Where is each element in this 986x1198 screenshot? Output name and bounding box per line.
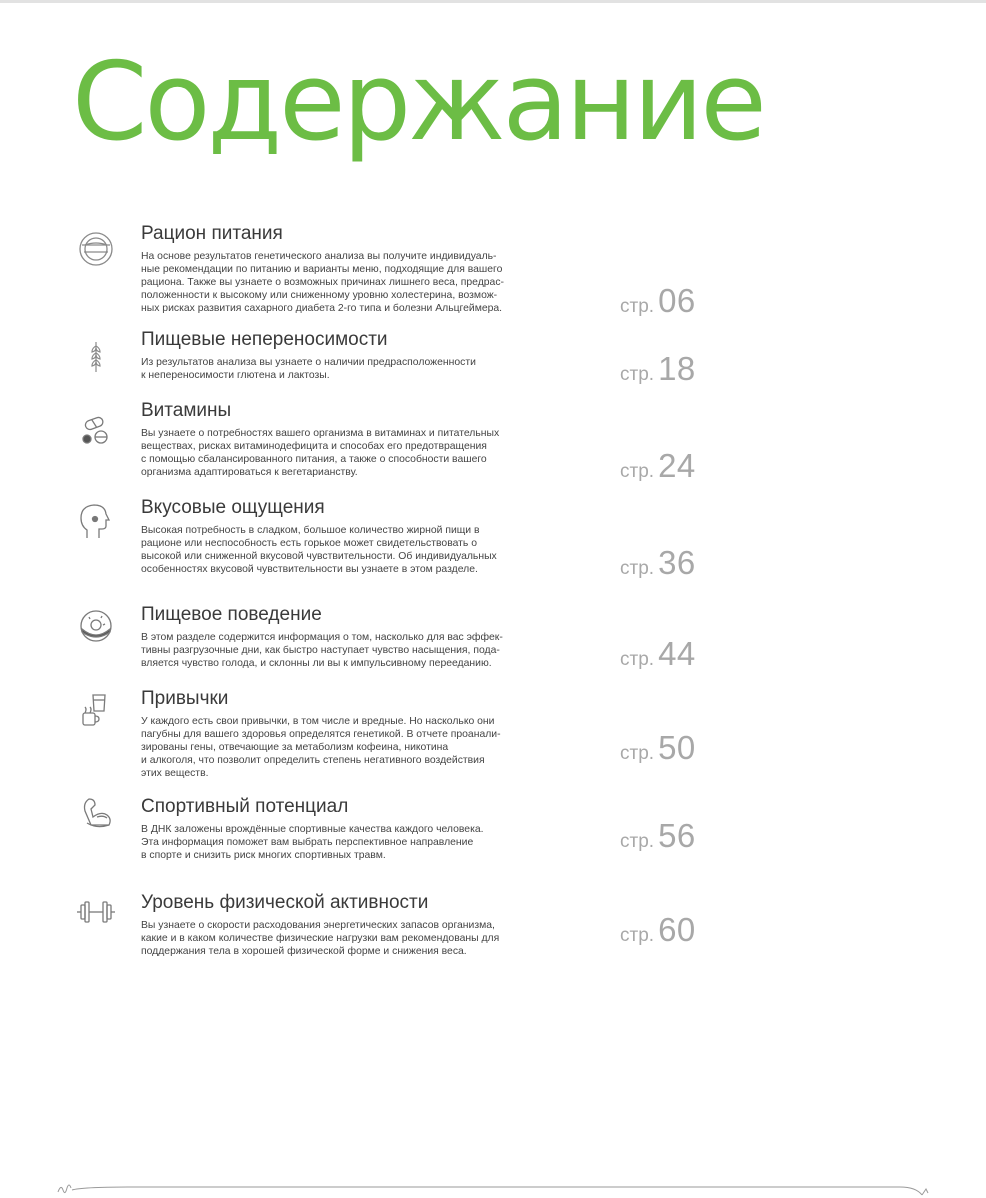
- coffee-cup-icon: [75, 689, 117, 731]
- toc-page-ref: [620, 729, 696, 767]
- toc-entry-title: Уровень физической активности: [141, 892, 429, 913]
- page-prefix: стр.: [620, 831, 655, 852]
- page-prefix: стр.: [620, 296, 655, 317]
- toc-entry-description: В этом разделе содержится информация о том, насколько для вас эффек- тивны разгрузочные дни, как быстро наступает чувство насыщения, пода- вляется чувство голода, и склонны ли вы к импульсивному перееданию.: [141, 632, 503, 669]
- page-prefix: стр.: [620, 743, 655, 764]
- toc-entry-description: На основе результатов генетического анализа вы получите индивидуаль- ные рекомендации по питанию и варианты меню, подходящие для вашего рациона. Также вы узнаете о возможных причинах лишнего веса, предрас- положенности к высокому или сниженному уровню холестерина, возмож- ных рисках развития сахарного диабета 2-го типа и болезни Альцгеймера.: [141, 251, 504, 314]
- page-prefix: стр.: [620, 649, 655, 670]
- toc-entry-description: В ДНК заложены врождённые спортивные качества каждого человека. Эта информация поможет вам выбрать перспективное направление в спорте и снизить риск многих спортивных травм.: [141, 824, 484, 861]
- toc-entry-title: Пищевое поведение: [141, 604, 322, 625]
- page-prefix: стр.: [620, 364, 655, 385]
- flexed-arm-icon: [75, 793, 117, 835]
- toc-entry-title: Привычки: [141, 688, 229, 709]
- page-number: 60: [658, 911, 696, 948]
- page-number: 24: [658, 447, 696, 484]
- toc-entry-title: Рацион питания: [141, 223, 283, 244]
- donut-icon: [75, 605, 117, 647]
- toc-entry-description: Вы узнаете о скорости расходования энергетических запасов организма, какие и в каком количестве физические нагрузки вам рекомендованы для поддержания тела в хорошей физической форме и снижения веса.: [141, 920, 500, 957]
- toc-entry-title: Спортивный потенциал: [141, 796, 349, 817]
- page-number: 36: [658, 544, 696, 581]
- toc-page-ref: [620, 911, 696, 949]
- toc-entry-description: Высокая потребность в сладком, большое количество жирной пищи в рационе или неспособность есть горькое может свидетельствовать о высокой или сниженной вкусовой чувствительности. Об индивидуальных особенностях вкусовой чувствительности вы узнаете в этом разделе.: [141, 525, 497, 575]
- page-number: 50: [658, 729, 696, 766]
- top-rule: [0, 0, 986, 3]
- toc-entry-description: Вы узнаете о потребностях вашего организма в витаминах и питательных веществах, рисках витаминодефицита и способах его предотвращения с помощью сбалансированного питания, а также о способности вашего организма адаптироваться к вегетарианству.: [141, 428, 500, 478]
- page-number: 06: [658, 282, 696, 319]
- page-prefix: стр.: [620, 558, 655, 579]
- dumbbell-icon: [75, 891, 117, 933]
- toc-entry-title: Вкусовые ощущения: [141, 497, 325, 518]
- page-number: 56: [658, 817, 696, 854]
- toc-page-ref: [620, 635, 696, 673]
- page-number: 44: [658, 635, 696, 672]
- toc-entry-description: У каждого есть свои привычки, в том числе и вредные. Но насколько они пагубны для вашего здоровья определятся генетикой. В отчете проанали- зированы гены, отвечающие за метаболизм кофеина, никотина и алкоголя, что позволит определить степень негативного воздействия этих веществ.: [141, 716, 501, 779]
- wheat-icon: [75, 334, 117, 376]
- toc-page-ref: [620, 282, 696, 320]
- plate-icon: [75, 228, 117, 270]
- page-number: 18: [658, 350, 696, 387]
- toc-entry-description: Из результатов анализа вы узнаете о наличии предрасположенности к непереносимости глютена и лактозы.: [141, 357, 476, 381]
- toc-entry-title: Витамины: [141, 400, 232, 421]
- toc-page-ref: [620, 447, 696, 485]
- bottom-decorative-line: [0, 1178, 986, 1198]
- toc-page-ref: [620, 817, 696, 855]
- page-title: Содержание: [72, 40, 764, 165]
- toc-page-ref: [620, 544, 696, 582]
- toc-page-ref: [620, 350, 696, 388]
- page-prefix: стр.: [620, 925, 655, 946]
- pills-icon: [75, 411, 117, 453]
- toc-entry-title: Пищевые непереносимости: [141, 329, 388, 350]
- page-prefix: стр.: [620, 461, 655, 482]
- head-profile-icon: [75, 500, 117, 542]
